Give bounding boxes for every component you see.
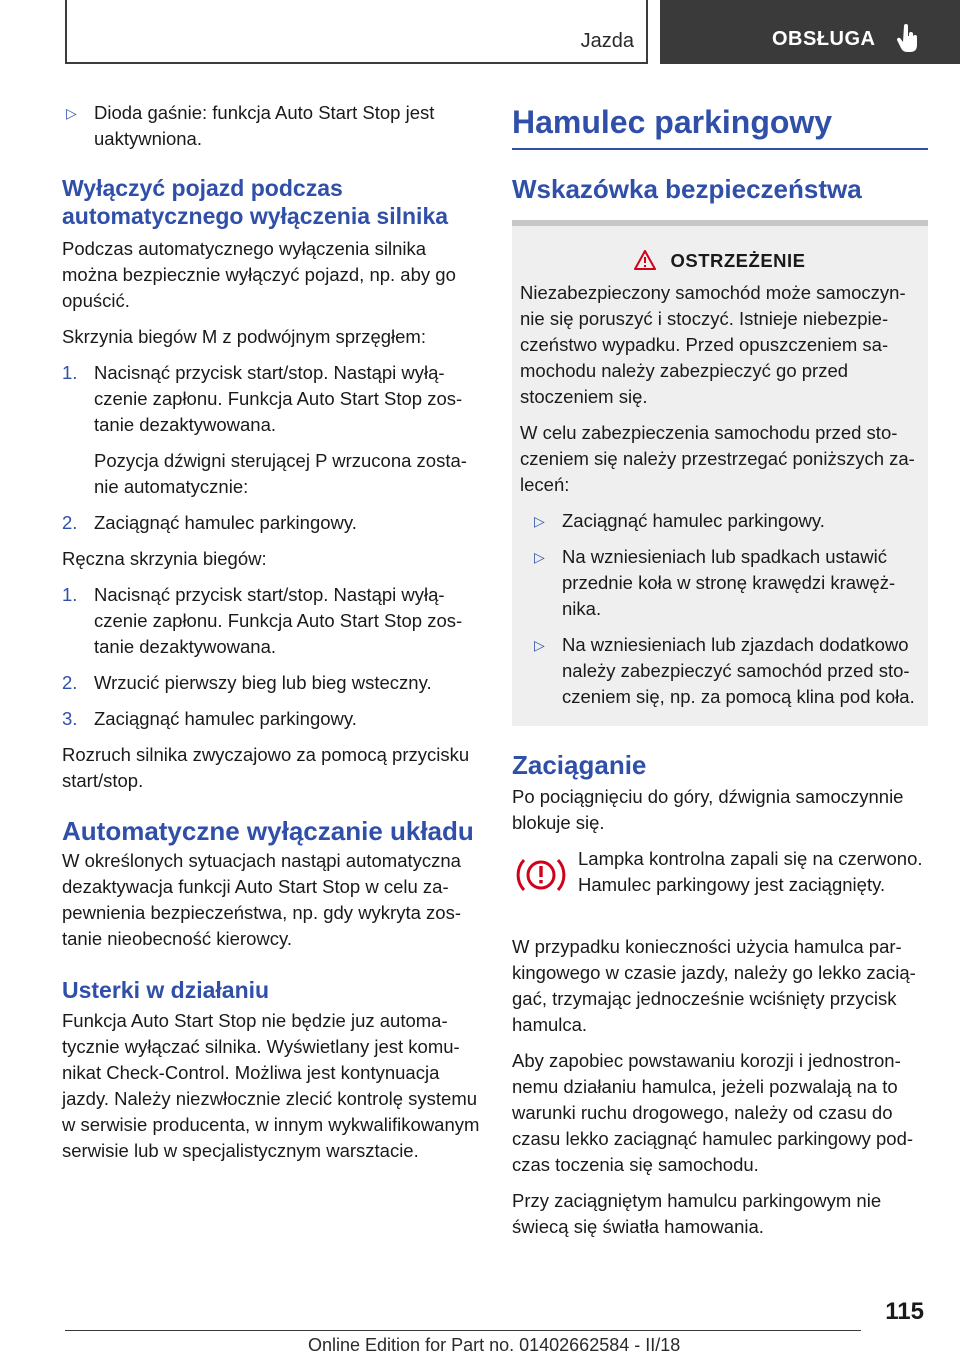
step-text: Zaciągnąć hamulec parkingowy. — [94, 512, 357, 533]
paragraph-lamp: Lampka kontrolna zapali się na czerwono. Hamulec parkingowy jest zaciągnięty. — [578, 848, 923, 895]
hand-pointer-icon — [896, 24, 920, 54]
header-section-title: Jazda — [580, 30, 634, 52]
bullet-text: Zaciągnąć hamulec parkingowy. — [562, 510, 825, 531]
numbered-step — [62, 706, 482, 732]
paragraph-brake-lights: Przy zaciągniętym hamulcu parkingowym nie świecą się światła hamowania. — [512, 1190, 882, 1237]
paragraph-apply: Po pociągnięciu do góry, dźwignia samoczynnie blokuje się. — [512, 786, 904, 833]
heading-faults: Usterki w działaniu — [62, 977, 270, 1003]
header-tab — [660, 0, 960, 64]
paragraph-safe-off: Podczas automatycznego wyłączenia silnika można bezpiecznie wyłączyć pojazd, np. aby go opuścić. — [62, 238, 456, 311]
paragraph-auto-off: W określonych sytuacjach nastąpi automatyczna dezaktywacja funkcji Auto Start Stop w celu zapewnienia bezpieczeństwa, np. gdy wykryta zostanie nieobecność kierowcy. — [62, 850, 461, 949]
bullet-marker-icon: ▷ — [534, 549, 545, 565]
step-number: 2. — [62, 512, 78, 533]
page-number: 115 — [885, 1298, 924, 1325]
bullet-marker-icon: ▷ — [534, 637, 545, 653]
step-number: 2. — [62, 672, 78, 693]
step-note: Pozycja dźwigni sterującej P wrzucona zostanie automatycznie: — [94, 450, 467, 497]
numbered-step — [62, 582, 482, 660]
bullet-text: Dioda gaśnie: funkcja Auto Start Stop jest uaktywniona. — [94, 102, 435, 149]
step-text: Zaciągnąć hamulec parkingowy. — [94, 708, 357, 729]
title-rule — [512, 148, 928, 150]
bullet-text: Na wzniesieniach lub zjazdach dodatkowo należy zabezpieczyć samochód przed stoczeniem się, np. za pomocą klina pod koła. — [562, 634, 915, 707]
warning-paragraph: W celu zabezpieczenia samochodu przed stoczeniem się należy przestrzegać poniższych zaleceń: — [520, 422, 915, 495]
footer-rule — [65, 1330, 861, 1331]
header-section-box — [65, 0, 648, 64]
warning-label: OSTRZEŻENIE — [670, 250, 806, 271]
warning-title — [520, 248, 920, 274]
bullet-marker-icon: ▷ — [534, 513, 545, 529]
right-column — [512, 100, 928, 1240]
warning-triangle-icon — [634, 250, 656, 270]
header-tab-label: OBSŁUGA — [772, 28, 876, 50]
heading-apply: Zaciąganie — [512, 750, 647, 780]
paragraph-emergency: W przypadku konieczności użycia hamulca parkingowego w czasie jazdy, należy go lekko zaciągać, trzymając jednocześnie wciśnięty przycisk hamulca. — [512, 936, 916, 1035]
left-column — [62, 100, 482, 1164]
step-number: 1. — [62, 584, 78, 605]
paragraph-manual: Ręczna skrzynia biegów: — [62, 548, 267, 569]
step-number: 3. — [62, 708, 78, 729]
bullet-marker-icon: ▷ — [66, 105, 77, 121]
step-text: Nacisnąć przycisk start/stop. Nastąpi wyłączenie zapłonu. Funkcja Auto Start Stop zostanie dezaktywowana. — [94, 362, 463, 435]
numbered-step — [62, 510, 482, 536]
paragraph-faults: Funkcja Auto Start Stop nie będzie juz automatycznie wyłączać silnika. Wyświetlany jest komunikat Check-Control. Możliwa jest kontynuacja jazdy. Należy niezwłocznie zlecić kontrolę systemu w serwisie producenta, w innym wykwalifikowanym serwisie lub w specjalistycznym warsztacie. — [62, 1010, 480, 1161]
step-text: Wrzucić pierwszy bieg lub bieg wsteczny. — [94, 672, 432, 693]
bullet-item — [62, 100, 482, 152]
heading-safe-off: Wyłączyć pojazd podczas automatycznego wyłączenia silnika — [62, 175, 449, 229]
indicator-lamp-row — [512, 846, 928, 924]
warning-paragraph: Niezabezpieczony samochód może samoczynnie się poruszyć i stoczyć. Istnieje niebezpieczeństwo wypadku. Przed opuszczeniem samochodu należy zabezpieczyć go przed stoczeniem się. — [520, 282, 906, 407]
warning-bullet — [520, 632, 920, 710]
page-title: Hamulec parkingowy — [512, 104, 833, 140]
heading-auto-off: Automatyczne wyłączanie układu — [62, 816, 474, 846]
warning-bullet — [520, 544, 920, 622]
bullet-text: Na wzniesieniach lub spadkach ustawić przednie koła w stronę krawędzi krawężnika. — [562, 546, 896, 619]
paragraph-gearbox-m: Skrzynia biegów M z podwójnym sprzęgłem: — [62, 326, 426, 347]
parking-brake-warning-icon — [516, 856, 566, 894]
numbered-step — [62, 360, 482, 438]
warning-box — [512, 220, 928, 726]
heading-safety: Wskazówka bezpieczeństwa — [512, 174, 862, 204]
footer-edition: Online Edition for Part no. 01402662584 - II/18 — [308, 1335, 681, 1355]
step-number: 1. — [62, 362, 78, 383]
paragraph-corrosion: Aby zapobiec powstawaniu korozji i jednostronnemu działaniu hamulca, jeżeli pozwalają na to warunki ruchu drogowego, należy od czasu do czasu lekko zaciągnąć hamulec parkingowy podczas toczenia się samochodu. — [512, 1050, 914, 1175]
numbered-step — [62, 670, 482, 696]
step-text: Nacisnąć przycisk start/stop. Nastąpi wyłączenie zapłonu. Funkcja Auto Start Stop zostanie dezaktywowana. — [94, 584, 463, 657]
paragraph-restart: Rozruch silnika zwyczajowo za pomocą przycisku start/stop. — [62, 744, 470, 791]
warning-bullet — [520, 508, 920, 534]
